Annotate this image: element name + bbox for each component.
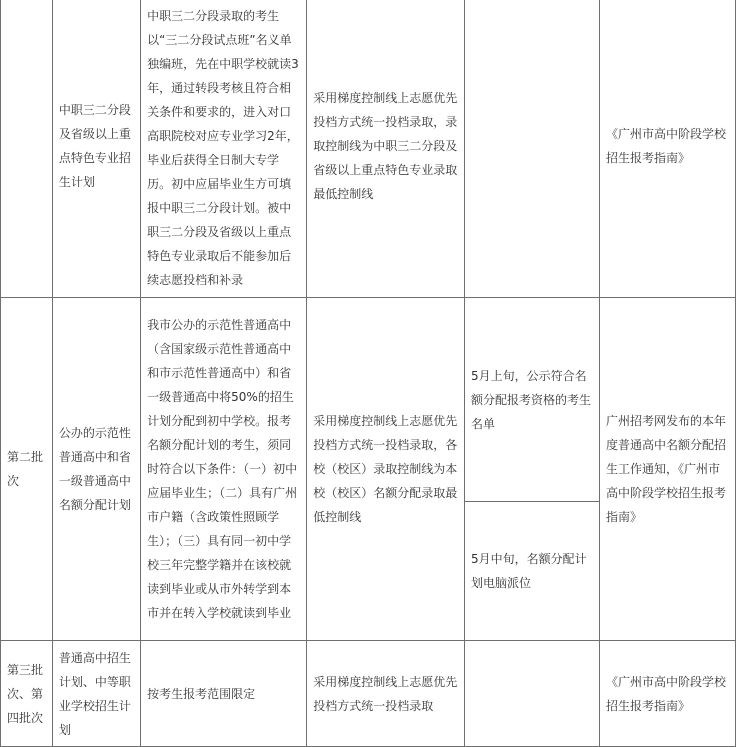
plan-cell: 公办的示范性普通高中和省一级普通高中名额分配计划: [52, 298, 140, 641]
conditions-cell: 按考生报考范围限定: [141, 641, 307, 747]
documents-cell: 《广州市高中阶段学校招生报考指南》: [599, 0, 735, 298]
table-row: [1, 298, 736, 502]
method-cell: 采用梯度控制线上志愿优先投档方式统一投档录取，录取控制线为中职三二分段及省级以上重点特色专业录取最低控制线: [307, 0, 465, 298]
schedule-cell: 5月上旬，公示符合名额分配报考资格的考生名单: [465, 298, 600, 502]
documents-cell: 广州招考网发布的本年度普通高中名额分配招生工作通知，《广州市高中阶段学校招生报考指南》: [599, 298, 735, 641]
plan-cell: 中职三二分段及省级以上重点特色专业招生计划: [52, 0, 140, 298]
plan-cell: 普通高中招生计划、中等职业学校招生计划: [52, 641, 140, 747]
schedule-cell: 5月中旬，名额分配计划电脑派位: [465, 502, 600, 641]
schedule-cell: [465, 641, 600, 747]
method-cell: 采用梯度控制线上志愿优先投档方式统一投档录取: [307, 641, 465, 747]
batch-cell: [1, 0, 53, 298]
schedule-cell: [465, 0, 600, 298]
documents-cell: 《广州市高中阶段学校招生报考指南》: [599, 641, 735, 747]
method-cell: 采用梯度控制线上志愿优先投档方式统一投档录取，各校（校区）录取控制线为本校（校区）名额分配录取最低控制线: [307, 298, 465, 641]
batch-cell: 第三批次、第四批次: [1, 641, 53, 747]
table-row: [1, 0, 736, 298]
batch-cell: 第二批次: [1, 298, 53, 641]
table-row: [1, 641, 736, 747]
conditions-cell: 我市公办的示范性普通高中（含国家级示范性普通高中和市示范性普通高中）和省一级普通高中将50%的招生计划分配到初中学校。报考名额分配计划的考生，须同时符合以下条件：（一）初中应届毕业生；（二）具有广州市户籍（含政策性照顾学生）；（三）具有同一初中学校三年完整学籍并在该校就读到毕业或从市外转学到本市并在转入学校就读到毕业: [141, 298, 307, 641]
conditions-cell: 中职三二分段录取的考生以“三二分段试点班”名义单独编班，先在中职学校就读3年，通过转段考核且符合相关条件和要求的，进入对口高职院校对应专业学习2年，毕业后获得全日制大专学历。初中应届毕业生方可填报中职三二分段计划。被中职三二分段及省级以上重点特色专业录取后不能参加后续志愿投档和补录: [141, 0, 307, 298]
